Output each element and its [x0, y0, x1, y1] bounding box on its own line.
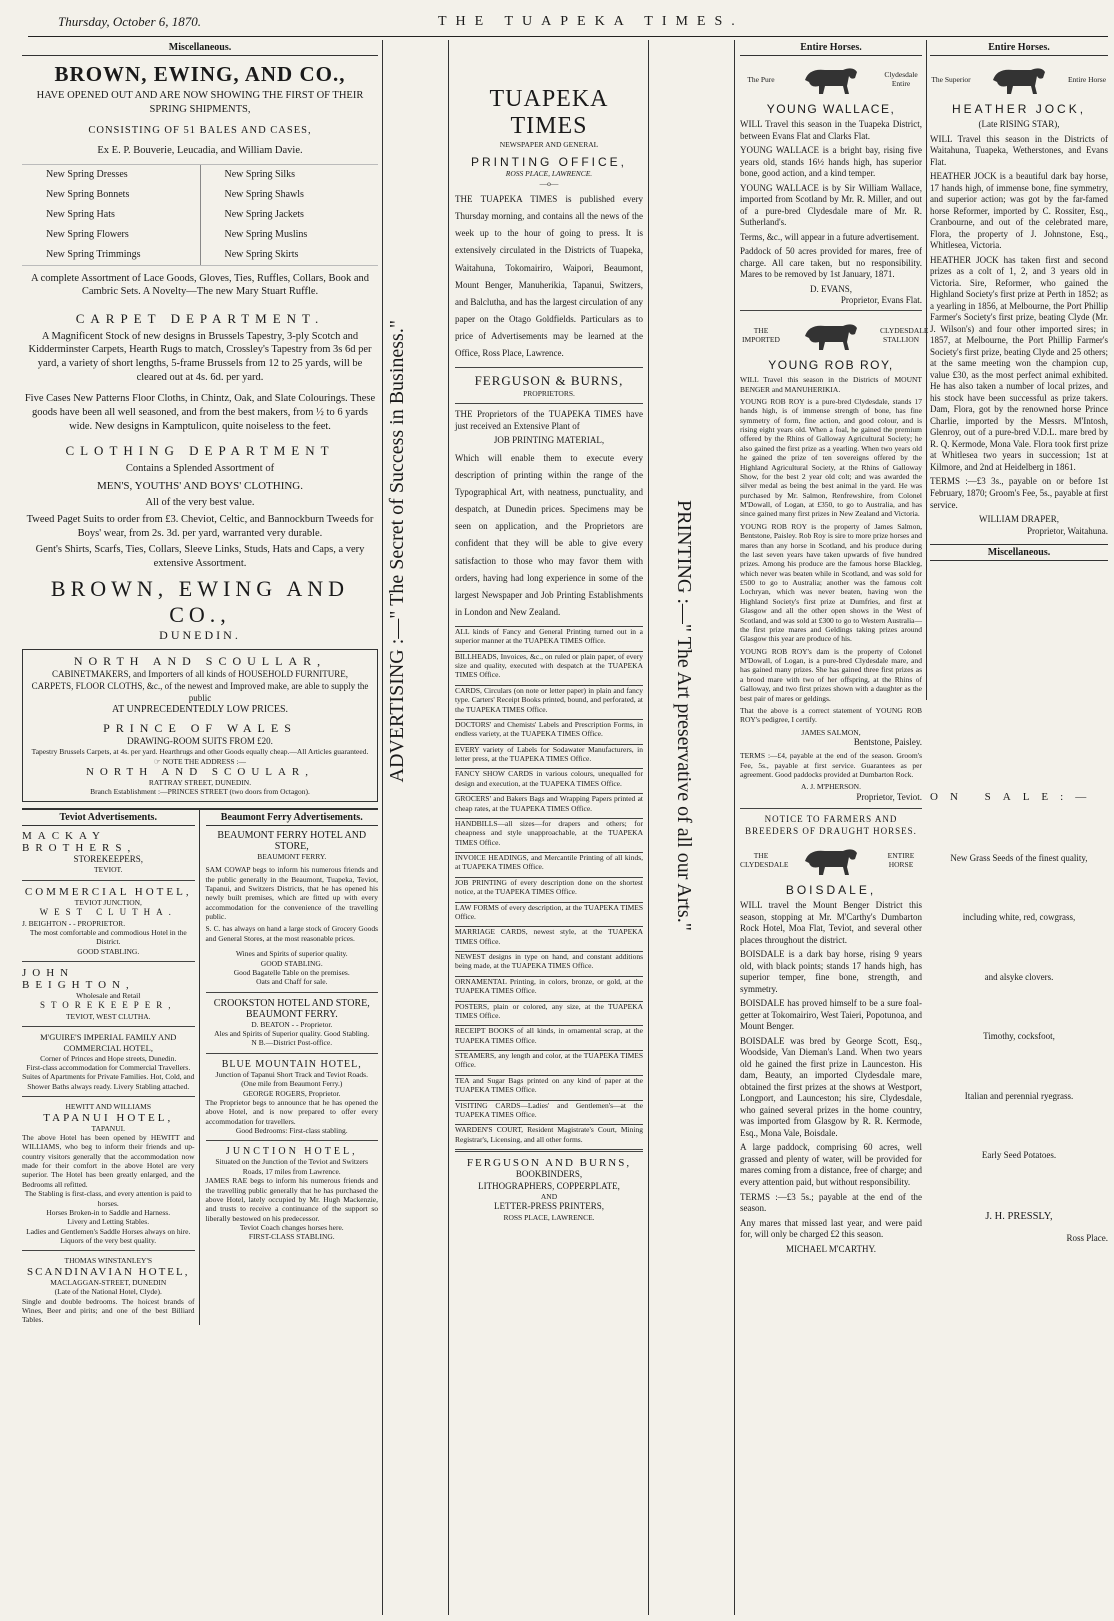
column-rule [448, 40, 449, 1615]
divider [740, 808, 922, 809]
divider [22, 1096, 195, 1097]
list-item: New Spring Muslins [224, 228, 308, 240]
list-item: New Spring Bonnets [46, 188, 130, 200]
horse-cut [740, 841, 922, 879]
commercial-proprietor: J. BEIGHTON - - PROPRIETOR. [22, 918, 126, 928]
junction-title: JUNCTION HOTEL, [225, 1146, 358, 1158]
column-printing-office [455, 40, 643, 1615]
horse-icon [983, 60, 1055, 98]
bagatelle-text: Good Bagatelle Table on the premises. [233, 967, 350, 977]
list-item: VISITING CARDS—Ladies' and Gentlemen's—at the TUAPEKA TIMES Office. [455, 1100, 643, 1119]
mguire-corner: Corner of Princes and Hope streets, Dunedin. [40, 1053, 177, 1063]
oats-text: Oats and Chaff for sale. [256, 977, 328, 987]
tuapeka-times-title: TUAPEKA TIMES [489, 86, 609, 139]
list-item: New Spring Shawls [224, 188, 304, 200]
good-stabling: GOOD STABLING. [260, 958, 323, 968]
tapanui-liquors: Liquors of the very best quality. [60, 1236, 157, 1245]
tapanui-ladies: Ladies and Gentlemen's Saddle Horses always on hire. [26, 1226, 191, 1236]
consisting-line: CONSISTING OF 51 BALES AND CASES, [88, 125, 312, 137]
junction-text: Situated on the Junction of the Teviot and Switzers Roads, 17 miles from Lawrence. [215, 1157, 369, 1176]
floor-cloth-text: Five Cases New Patterns Floor Cloths, in Chintz, Oak, and Slate Colourings. These goods have been all well seasoned, and from the best makers, from ½ to 6 yards wide. New designs in Kamptulicon, quite noiseless to the feet. [24, 393, 376, 432]
list-item: RECEIPT BOOKS of all kinds, in ornamental scrap, at the TUAPEKA TIMES Office. [455, 1026, 643, 1045]
pressly-signature: J. H. PRESSLY, [985, 1210, 1053, 1222]
pw-text: Tapestry Brussels Carpets, at 4s. per yard. Hearthrugs and other Goods equally cheap.—All Articles guaranteed. [31, 747, 369, 757]
commercial-title: COMMERCIAL HOTEL, [24, 885, 192, 898]
blue-mountain-junction: Junction of Tapanui Short Track and Teviot Roads. [215, 1069, 368, 1079]
pointing-hand-icon: ☞ [153, 756, 161, 766]
mackay-teviot: TEVIOT. [94, 865, 123, 875]
fb-prop: PROPRIETORS. [523, 389, 575, 399]
cut-caption: The Superior [931, 74, 971, 84]
list-item: BILLHEADS, Invoices, &c., on ruled or plain paper, of every size and quality, executed with despatch at the TUAPEKA TIMES Office. [455, 651, 643, 680]
list-item: and alsyke clovers. [984, 971, 1054, 982]
cut-caption: CLYDESDALE STALLION [880, 326, 929, 345]
yw-text-5: Paddock of 50 acres provided for mares, free of charge. All care taken, but no responsibility. Mares to be removed by 1st January, 1871. [740, 246, 922, 280]
list-item: New Spring Flowers [46, 228, 129, 240]
list-item: HANDBILLS—all sizes—for drapers and others; for cheapness and style unapproachable, at the TUAPEKA TIMES Office. [455, 818, 643, 847]
yrr-text-3: YOUNG ROB ROY is the property of James Salmon, Bentstone, Paisley. Rob Roy is sire to more prize horses and mares than any horse in Scotland, and his produce during the last seven years have taken upwards of five hundred prizes. Among his produce are the famous horse Blackleg, which never was beaten while in Scotland, and was sold for £500 to go to Australia; another was the famous colt Lochryan, which was never beaten, having won the Highland Society's first prize at Dumfries, and first at Glasgow and all the other open shows in the West of Scotland, and was sold at £300 to go to Western Australia—the first prize mares and Geldings taking prizes around Glasgow this year are produce of his. [740, 521, 922, 644]
bd-text-1: WILL travel the Mount Benger District this season, stopping at Mr. M'Carthy's Dumbarton Rock Hotel, Moa Flat, Teviot, and several other places throughout the district. [740, 900, 922, 945]
list-item: WARDEN'S COURT, Resident Magistrate's Court, Mining Registrar's, Licensing, and all other forms. [455, 1125, 643, 1144]
john-wholesale: Wholesale and Retail [76, 991, 141, 1001]
hj-text-3: HEATHER JOCK has taken first and second prizes as a colt of 1, 2, and 3 years old in Victoria. Sire, Reformer, who gained the Highland Society's first prize at Perth in 1852; as a yearling in 1856, at Melbourne, the Port Phillip Farmer's Society's first prize, beating Clyde (Mr. J. Wilson's) and four other imported sires; in 1857, at Melbourne, the Port Phillip Farmer's Society's first prize, beating Clyde and 25 others; at the same meeting won the champion cup, value £30, as the most perfect animal exhibited. He has also taken a number of local prizes, and his stock have been successful as prize takers. Dam, Flora, got by the renowned horse Prince Charlie, imported by the Messrs. M'Intosh, Glenroy, out of a pure-bred V.D.L. mare bred by R. Q. Kermode, Mona Vale. Flora took first prize at Whitlesea two years in succession; 1st at Kilmore, and 2nd at Heidelberg in 1861. [930, 254, 1108, 472]
commercial-clutha: WEST CLUTHA. [39, 907, 177, 918]
local-ads [22, 808, 378, 1325]
fb2-title: FERGUSON AND BURNS, [466, 1157, 632, 1170]
ns-title: NORTH AND SCOULLAR, [73, 654, 327, 669]
divider [22, 1250, 195, 1251]
john-beighton-title: JOHN BEIGHTON, [22, 967, 135, 992]
cut-caption: Entire Horse [1067, 74, 1107, 84]
crookston-proprietor: D. BEATON - - Proprietor. [251, 1019, 333, 1029]
yrr-text-4: YOUNG ROB ROY's dam is the property of Colonel M'Dowall, of Logan, is a pure-bred Clydesdale mare, and has gained many prizes. She has gained three first prizes as a brood mare with two of her offspring, at the Rhins of Galloway, and two first prizes shown with a daughter as the best pair of mares or geldings. [740, 646, 922, 703]
divider [455, 403, 643, 404]
list-item: JOB PRINTING of every description done on the shortest notice, at the TUAPEKA TIMES Office. [455, 877, 643, 897]
on-sale-title: ON SALE:— [930, 790, 1099, 803]
column-rule [382, 40, 383, 1615]
divider [22, 1026, 195, 1027]
cut-caption: ENTIRE HORSE [887, 851, 915, 870]
beaumont-heading: Beaumont Ferry Advertisements. [206, 810, 379, 826]
list-item: New Spring Silks [224, 168, 296, 180]
mackay-store: STOREKEEPERS, [73, 853, 144, 864]
scandinavian-title: SCANDINAVIAN HOTEL, [27, 1265, 190, 1278]
divider [206, 992, 379, 993]
bd-text-3: BOISDALE has proved himself to be a sure foal-getter at Tokomairiro, West Taieri, Popotunoa, and Mount Benger. [740, 998, 922, 1032]
spring-list-right [201, 165, 379, 265]
jpm-title: JOB PRINTING MATERIAL, [493, 435, 605, 446]
note-label: NOTE THE ADDRESS :— [162, 756, 247, 766]
column-rule [926, 40, 927, 700]
hj-proprietor: Proprietor, Waitahuna. [1027, 525, 1108, 536]
bd-text-5: A large paddock, comprising 60 acres, well grassed and plenty of water, will be provided for mares coming from a distance, free of charge; and every attention paid, but without responsibility. [740, 1142, 922, 1187]
cut-caption: THE CLYDESDALE [740, 851, 789, 870]
ships-line: Ex E. P. Bouverie, Leucadia, and William Davie. [97, 144, 303, 156]
fb2-book: BOOKBINDERS, [515, 1169, 583, 1180]
hj-text-1: WILL Travel this season in the Districts of Waitahuna, Tuapeka, Wetherstones, and Evans Flat. [930, 133, 1108, 167]
horse-cut [740, 316, 929, 354]
yrr-place: Bentstone, Paisley. [853, 737, 922, 748]
fb2-litho: LITHOGRAPHERS, COPPERPLATE, [478, 1180, 620, 1191]
misc-heading: Miscellaneous. [930, 544, 1108, 561]
fb-title: FERGUSON & BURNS, [474, 373, 624, 389]
heather-jock-title: HEATHER JOCK, [951, 102, 1087, 116]
boisdale-title: BOISDALE, [785, 883, 877, 898]
list-item: DOCTORS' and Chemists' Labels and Prescription Forms, in endless variety, at the TUAPEKA TIMES Office. [455, 719, 643, 739]
list-item: ORNAMENTAL Printing, in colors, bronze, or gold, at the TUAPEKA TIMES Office. [455, 976, 643, 996]
yw-signature: D. EVANS, [809, 283, 853, 294]
lace-text: A complete Assortment of Lace Goods, Gloves, Ties, Ruffles, Collars, Book and Cambric Sets. A Novelty—The new Mary Stuart Ruffle. [30, 272, 370, 298]
tapanui-title: TAPANUI HOTEL, [43, 1111, 174, 1124]
yrr-terms: TERMS :—£4, payable at the end of the season. Groom's Fee, 5s., payable at first service. Guarantees as per agreement. Good paddocks provided at Dumbarton Rock. [740, 751, 922, 780]
commercial-junction: TEVIOT JUNCTION, [74, 897, 142, 907]
section-heading: Entire Horses. [930, 40, 1108, 56]
divider [455, 367, 643, 368]
printing-slogan: PRINTING :—" The Art preservative of all our Arts." [673, 500, 695, 931]
pw-suits: DRAWING-ROOM SUITS FROM £20. [127, 735, 273, 746]
page-header [28, 14, 1108, 37]
header-title: THE TUAPEKA TIMES. [438, 14, 744, 29]
advertising-slogan: ADVERTISING :—" The Secret of Success in Business." [386, 320, 408, 783]
enable-text: Which will enable them to execute every description of printing within the range of the Typographical Art, with neatness, punctuality, and despatch, at Dunedin prices. Specimens may be seen on application, and the Proprietors are confident that they will be able to give every satisfaction to those who may favor them with orders, having had long experience in some of the largest Newspaper and Job Printing Establishments in London and New Zealand. [455, 452, 643, 617]
clothing-heading: CLOTHING DEPARTMENT [65, 443, 335, 459]
scandinavian-late: (Late of the National Hotel, Clyde). [54, 1287, 162, 1297]
list-item: STEAMERS, any length and color, at the TUAPEKA TIMES Office. [455, 1051, 643, 1070]
blue-mountain-title: BLUE MOUNTAIN HOTEL, [221, 1058, 362, 1070]
fb2-lp: LETTER-PRESS PRINTERS, [493, 1201, 604, 1212]
header-date: Thursday, October 6, 1870. [58, 14, 201, 29]
divider [22, 961, 195, 962]
ns-text: CABINETMAKERS, and Importers of all kinds of HOUSEHOLD FURNITURE, CARPETS, FLOOR CLOTHS, &c., of the newest and Improved make, are able to supply the public [31, 669, 369, 703]
yrr-mpherson: A. J. M'PHERSON. [801, 782, 861, 792]
bd-text-6: TERMS :—£3 5s.; payable at the end of the season. [740, 1191, 922, 1214]
list-item: New Spring Hats [46, 208, 115, 220]
tt-ross: ROSS PLACE, LAWRENCE. [505, 169, 593, 179]
ns-sign: NORTH AND SCOULAR, [85, 766, 315, 779]
bd-text-7: Any mares that missed last year, and were paid for, will only be charged £2 this season. [740, 1217, 922, 1240]
commercial-stabling: GOOD STABLING. [77, 946, 140, 956]
clothing-contains: Contains a Splended Assortment of [125, 463, 275, 475]
cut-caption: The Pure [747, 74, 775, 84]
tapanui-stabling: The Stabling is first-class, and every attention is paid to horses. [24, 1189, 192, 1208]
gents-text: Gent's Shirts, Scarfs, Ties, Collars, Sleeve Links, Studs, Hats and Caps, a very extensive Assortment. [35, 544, 365, 569]
horse-cut [930, 60, 1108, 98]
tapanui-broken: Horses Broken-in to Saddle and Harness. [46, 1207, 171, 1217]
wines-text: Wines and Spirits of superior quality. [235, 949, 348, 959]
list-item: New Grass Seeds of the finest quality, [950, 852, 1088, 863]
list-item: New Spring Dresses [46, 168, 128, 180]
mackay-title: MACKAY BROTHERS, [22, 829, 137, 854]
sale-items [930, 853, 1108, 1162]
section-heading: Entire Horses. [740, 40, 922, 56]
junction-coach: Teviot Coach changes horses here. [239, 1223, 344, 1233]
yw-text-4: Terms, &c., will appear in a future advertisement. [740, 231, 920, 242]
list-item: EVERY variety of Labels for Sodawater Manufacturers, in letter press, at the TUAPEKA TIMES Office. [455, 744, 643, 764]
list-item: Early Seed Potatoes. [981, 1150, 1057, 1161]
list-item: NEWEST designs in type on hand, and constant additions being made, at the TUAPEKA TIMES Office. [455, 952, 643, 971]
list-item: TEA and Sugar Bags printed on any kind of paper at the TUAPEKA TIMES Office. [455, 1075, 643, 1095]
young-wallace-title: YOUNG WALLACE, [766, 102, 896, 116]
blue-mountain-text: The Proprietor begs to announce that he has opened the above Hotel, and is now prepared to offer every accommodation for travellers. [205, 1097, 378, 1126]
column-entire-horses [740, 40, 929, 1615]
crookston-title: CROOKSTON HOTEL AND STORE, BEAUMONT FERRY. [213, 997, 370, 1020]
sc-text: S. C. has always on hand a large stock of Grocery Goods and General Stores, at the most reasonable prices. [205, 924, 378, 943]
list-item: New Spring Skirts [224, 248, 299, 260]
crookston-nb: N B.—District Post-office. [251, 1038, 333, 1048]
divider [740, 310, 922, 311]
tapanui-place: TAPANUI. [91, 1123, 125, 1133]
mguire-title: M'GUIRE'S IMPERIAL FAMILY AND COMMERCIAL HOTEL, [40, 1032, 177, 1053]
spacer [930, 561, 1108, 791]
john-address: TEVIOT, WEST CLUTHA. [65, 1012, 151, 1021]
scandinavian-street: MACLAGGAN-STREET, DUNEDIN [50, 1277, 167, 1287]
mguire-text: First-class accommodation for Commercial Travellers. Suites of Apartments for Private Families. Hot, Cold, and Shower Baths always ready. Livery Stabling attached. [22, 1063, 195, 1091]
yrr-signature: JAMES SALMON, [801, 727, 861, 737]
hj-terms: TERMS :—£3 3s., payable on or before 1st February, 1870; Groom's Fee, 5s., payable at first service. [930, 476, 1108, 510]
yw-text-1: WILL Travel this season in the Tuapeka District, between Evans Flat and Clarks Flat. [740, 119, 922, 141]
bfh-title: BEAUMONT FERRY HOTEL AND STORE, [217, 829, 367, 852]
list-item: FANCY SHOW CARDS in various colours, unequalled for design and execution, at the TUAPEKA TIMES Office. [455, 769, 643, 788]
list-item: New Spring Trimmings [46, 248, 141, 260]
junction-james: JAMES RAE begs to inform his numerous friends and the travelling public generally that he has purchased the above Hotel, lately occupied by Mr. Hugh Mackenzie, and trusts to receive a continuance of the support so liberally bestowed on his predecessor. [205, 1176, 378, 1223]
hj-text-2: HEATHER JOCK is a beautiful dark bay horse, 17 hands high, of immense bone, fine symmetry, and superior action; was got by the far-famed horse Reformer, imported by C. Rossiter, Esq., Cranbourne, and out of the celebrated mare, Flora, the property of J. Johnstone, Esq., Whitlesea, Victoria. [930, 171, 1108, 251]
tweed-text: Tweed Paget Suits to order from £3. Cheviot, Celtic, and Bannockburn Tweeds for Boys' wear, from 2s. 3d. per yard, warranted very durable. [26, 513, 374, 539]
spring-list-left [22, 165, 201, 265]
divider [22, 880, 195, 881]
brown-ewing-intro: HAVE OPENED OUT AND ARE NOW SHOWING THE FIRST OF THEIR SPRING SHIPMENTS, [36, 90, 364, 115]
cut-caption: THE IMPORTED [742, 326, 780, 345]
young-rob-roy-title: YOUNG ROB ROY, [768, 358, 894, 373]
tapanui-livery: Livery and Letting Stables. [67, 1217, 150, 1227]
clothing-types: MEN'S, YOUTHS' AND BOYS' CLOTHING. [97, 479, 303, 492]
brown-ewing-title: BROWN, EWING, AND CO., [54, 62, 346, 86]
cut-caption: Clydesdale Entire [884, 70, 918, 88]
divider [455, 1149, 643, 1152]
beaumont-ads [200, 810, 379, 1325]
pw-title: PRINCE OF WALES [103, 720, 297, 735]
ns-prices: AT UNPRECEDENTEDLY LOW PRICES. [111, 704, 289, 716]
blue-mountain-proprietor: GEORGE ROGERS, Proprietor. [243, 1088, 341, 1098]
fb2-and: AND [540, 1192, 558, 1202]
note-address [31, 757, 369, 766]
column-rule [734, 40, 735, 1615]
plant-text: THE Proprietors of the TUAPEKA TIMES have just received an Extensive Plant of [455, 409, 643, 431]
thomas-title: THOMAS WINSTANLEY'S [64, 1256, 152, 1266]
divider [206, 1053, 379, 1054]
blue-mountain-mile: (One mile from Beaumont Ferry.) [241, 1079, 343, 1089]
tt-o: —o— [539, 178, 559, 188]
brown-ewing-sign: BROWN, EWING AND CO., [50, 576, 350, 628]
list-item: New Spring Jackets [224, 208, 304, 220]
blue-mountain-bedrooms: Good Bedrooms: First-class stabling. [235, 1126, 348, 1136]
yw-proprietor: Proprietor, Evans Flat. [840, 295, 922, 306]
hj-late: (Late RISING STAR), [978, 119, 1060, 129]
list-item: MARRIAGE CARDS, newest style, at the TUAPEKA TIMES Office. [455, 927, 643, 946]
commercial-comfort: The most comfortable and commodious Hotel in the District. [29, 927, 187, 947]
list-item: GROCERS' and Bakers Bags and Wrapping Papers printed at cheap rates, at the TUAPEKA TIMES Office. [455, 794, 643, 813]
list-item: INVOICE HEADINGS, and Mercantile Printing of all kinds, at TUAPEKA TIMES Office. [455, 853, 643, 872]
horse-icon [795, 841, 867, 879]
list-item: Timothy, cocksfoot, [983, 1031, 1055, 1042]
tapanui-text: The above Hotel has been opened by HEWITT and WILLIAMS, who beg to inform their friends and up-country visitors generally that the accommodation now made for their comfort in the above Hotel are very superior. The Hotel has been greatly enlarged, and the Bedrooms all refitted. [22, 1132, 195, 1189]
divider [206, 1140, 379, 1141]
yw-text-3: YOUNG WALLACE is by Sir William Wallace, imported from Scotland by Mr. R. Miller, and out of a pure-bred Clydesdale mare of Mr. R. Sutherland's. [740, 182, 922, 228]
tt-intro: THE TUAPEKA TIMES is published every Thursday morning, and contains all the news of the week up to the hour of going to press. It is extensively circulated in the Districts of Tuapeka, Waitahuna, Tokomairiro, Waipori, Beaumont, Mount Benger, Manuherikia, Tapanui, Switzers, and Balclutha, and has the largest circulation of any paper on the Otago Goldfields. Particulars as to price of Advertisements may be learned at the Office, Ross Place, Lawrence. [455, 194, 643, 358]
bd-text-2: BOISDALE is a dark bay horse, rising 9 years old, with black points; stands 17 hands high, has superior temper, fine bone, strength, and symmetry. [740, 949, 922, 994]
horse-icon [795, 316, 867, 354]
carpet-heading: CARPET DEPARTMENT. [75, 310, 325, 326]
column-miscellaneous [22, 40, 378, 1615]
yrr-text-2: YOUNG ROB ROY is a pure-bred Clydesdale, stands 17 hands high, is of immense strength of bone, has fine symmetry of form, fine action, and good colour, and is rising eight years old. When a foal, he gained the premium offered by the Rhins of Galloway Agricultural Society; he also gained the first prize as a yearling. When two years old he gained the prize of ten sovereigns offered by the Highland Agricultural Society, at the Rhins of Galloway Show, for the best 2 year old colt; and was awarded the silver medal as being the best animal in the yard. He was purchased by Mr. Salmon, Renfrewshire, from Colonel M'Dowall, of Logan, at £350, to go to Australia, and has since gained many first prizes in New Zealand and Victoria. [740, 396, 922, 519]
teviot-ads [22, 810, 200, 1325]
north-scoullar-ad [22, 649, 378, 801]
hj-signature: WILLIAM DRAPER, [979, 514, 1059, 525]
bfh-place: BEAUMONT FERRY. [257, 851, 327, 861]
fb2-ross: ROSS PLACE, LAWRENCE. [503, 1212, 595, 1222]
clothing-value: All of the very best value. [145, 497, 255, 509]
column-rule [648, 40, 649, 1615]
ns-street: RATTRAY STREET, DUNEDIN. [148, 778, 252, 788]
list-item: including white, red, cowgrass, [962, 912, 1076, 923]
yrr-text-1: WILL Travel this season in the Districts of MOUNT BENGER and MANUHERIKIA. [740, 375, 922, 394]
pressly-place: Ross Place. [1066, 1233, 1108, 1244]
yrr-proprietor: Proprietor, Teviot. [856, 791, 922, 802]
sam-text: SAM COWAP begs to inform his numerous friends and the public generally in the Beaumont, Tuapeka, Teviot, Tapanui, and Switzers Districts, that he has opened his newly built premises, which are fitted up with every accommodation for the convenience of the travelling public. [205, 865, 378, 922]
list-item: ALL kinds of Fancy and General Printing turned out in a superior manner at the TUAPEKA TIMES Office. [455, 626, 643, 646]
printing-items [455, 626, 643, 1144]
bd-signature: MICHAEL M'CARTHY. [785, 1243, 877, 1254]
horse-icon [795, 60, 867, 98]
list-item: LAW FORMS of every description, at the TUAPEKA TIMES Office. [455, 902, 643, 921]
bd-text-4: BOISDALE was bred by George Scott, Esq., Woodside, Van Dieman's Land. When two years old he gained the first prize in Launceston. His dam, Beauty, an imported Clydesdale mare, obtained the first prizes at the shows at Westport, Longport, and Launceston; his sire, Clydesdale, who gained several prizes in the home country, was imported from Glasgow by R. R. Kermode, Esq., Mona Vale, Boisdale. [740, 1035, 922, 1138]
tt-printing: PRINTING OFFICE, [471, 155, 627, 170]
scandinavian-text: Single and double bedrooms. The hoicest brands of Wines, Beer and pirits; and one of the best Billiard Tables. [22, 1296, 195, 1325]
hewitt-title: HEWITT AND WILLIAMS [65, 1102, 152, 1112]
yw-text-2: YOUNG WALLACE is a bright bay, rising five years old, stands 16½ hands high, has superior bone, good action, and a kind temper. [740, 145, 922, 179]
junction-stabling: FIRST-CLASS STABLING. [248, 1232, 335, 1242]
notice-title: NOTICE TO FARMERS AND BREEDERS OF DRAUGHT HORSES. [745, 814, 917, 836]
list-item: POSTERS, plain or colored, any size, at the TUAPEKA TIMES Office. [455, 1001, 643, 1020]
list-item: Italian and perennial ryegrass. [964, 1090, 1074, 1101]
ns-branch: Branch Establishment :—PRINCES STREET (two doors from Octagon). [90, 787, 310, 797]
spring-list [22, 164, 378, 266]
list-item: CARDS, Circulars (on note or letter paper) in plain and fancy type. Carters' Receipt Books printed, bound, and perforated, at the TUAPEKA TIMES Office. [455, 685, 643, 714]
dunedin-label: DUNEDIN. [159, 628, 241, 643]
section-heading: Miscellaneous. [22, 40, 378, 56]
horse-cut [740, 60, 922, 98]
crookston-ales: Ales and Spirits of Superior quality. Good Stabling. [214, 1029, 370, 1039]
teviot-heading: Teviot Advertisements. [22, 810, 195, 826]
carpet-text: A Magnificent Stock of new designs in Brussels Tapestry, 3-ply Scotch and Kidderminster Carpets, Hearth Rugs to match, Crossley's Tapestry from 3s 6d per yard, a variety of short lengths, 5-frame Brussels from 12 to 25 yards, will be cleared out at 4s. 6d. per yard. [28, 330, 372, 383]
john-storekeeper: STOREKEEPER, [39, 1000, 177, 1011]
column-entire-horses-2 [930, 40, 1108, 1615]
yrr-text-5: That the above is a correct statement of YOUNG ROB ROY's pedigree, I certify. [740, 705, 922, 725]
tt-sub: NEWSPAPER AND GENERAL [499, 140, 599, 149]
